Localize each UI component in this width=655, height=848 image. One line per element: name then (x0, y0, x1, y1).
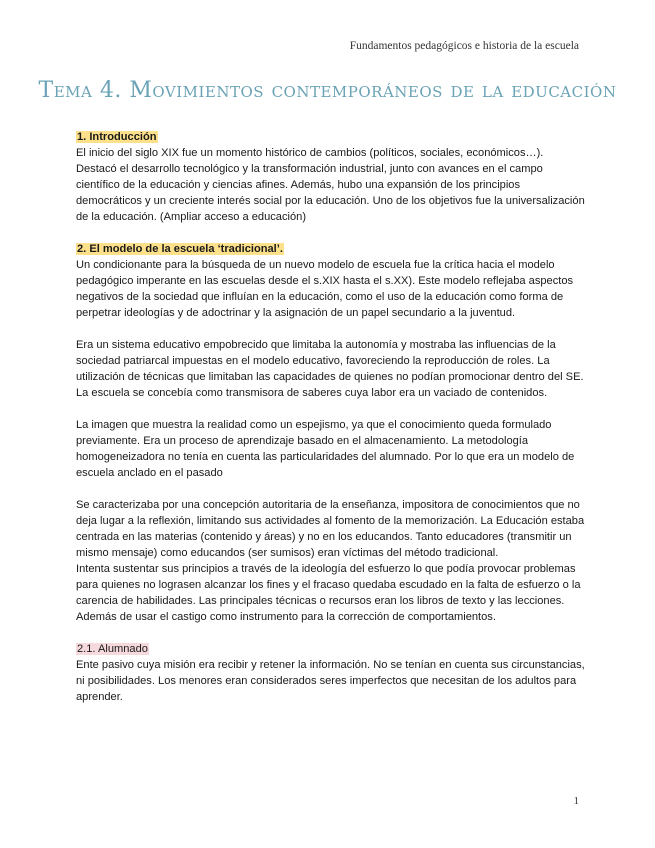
section-heading-introduccion: 1. Introducción (77, 131, 157, 143)
page-title: Tema 4. Movimientos contemporáneos de la educación (38, 78, 617, 103)
subsection-heading-alumnado: 2.1. Alumnado (77, 643, 148, 655)
paragraph: Ente pasivo cuya misión era recibir y retener la información. No se tenían en cuenta sus circunstancias, ni posibilidades. Los menores eran considerados seres imperfectos que necesitan de los adultos para aprender. (76, 659, 585, 703)
running-header: Fundamentos pedagógicos e historia de la escuela (349, 40, 579, 52)
paragraph: Era un sistema educativo empobrecido que limitaba la autonomía y mostraba las influencias de la sociedad patriarcal impuestas en el modelo educativo, favoreciendo la reproducción de roles. La utilización de técnicas que limitaban las capacidades de quienes no podían promocionar dentro del SE. La escuela se concebía como transmisora de saberes cuya labor era un vaciado de contenidos. (76, 339, 584, 399)
paragraph: Un condicionante para la búsqueda de un nuevo modelo de escuela fue la crítica hacia el modelo pedagógico imperante en las escuelas desde el s.XIX hasta el s.XX). Este modelo reflejaba aspectos negativos de la sociedad que influían en la educación, como el uso de la educación como forma de perpetrar ideologías y de adoctrinar y la asignación de un papel secundario a la juventud. (76, 259, 574, 319)
paragraph: El inicio del siglo XIX fue un momento histórico de cambios (políticos, sociales, económicos…). Destacó el desarrollo tecnológico y la transformación industrial, junto con avances en el campo científico de la educación y ciencias afines. Además, hubo una expansión de los principios democráticos y un creciente interés social por la educación. Uno de los objetivos fue la universalización de la educación. (Ampliar acceso a educación) (76, 147, 585, 223)
page-number: 1 (573, 795, 579, 807)
paragraph: Intenta sustentar sus principios a través de la ideología del esfuerzo lo que podía provocar problemas para quienes no lograsen alcanzar los fines y el fracaso quedaba escudado en la falta de esfuerzo o la carencia de habilidades. Las principales técnicas o recursos eran los libros de texto y las lecciones. Además de usar el castigo como instrumento para la corrección de comportamientos. (76, 563, 581, 623)
section-heading-escuela-tradicional: 2. El modelo de la escuela ‘tradicional’. (77, 243, 283, 255)
paragraph: La imagen que muestra la realidad como un espejismo, ya que el conocimiento queda formulado previamente. Era un proceso de aprendizaje basado en el almacenamiento. La metodología homogeneizadora no tenía en cuenta las particularidades del alumnado. Por lo que era un modelo de escuela anclado en el pasado (76, 419, 575, 479)
paragraph: Se caracterizaba por una concepción autoritaria de la enseñanza, impositora de conocimientos que no deja lugar a la reflexión, limitando sus actividades al fomento de la memorización. La Educación estaba centrada en las materias (contenido y áreas) y no en los educandos. Tanto educadores (transmitir un mismo mensaje) como educandos (ser sumisos) eran víctimas del método tradicional. (76, 499, 585, 559)
document-body (76, 129, 586, 705)
